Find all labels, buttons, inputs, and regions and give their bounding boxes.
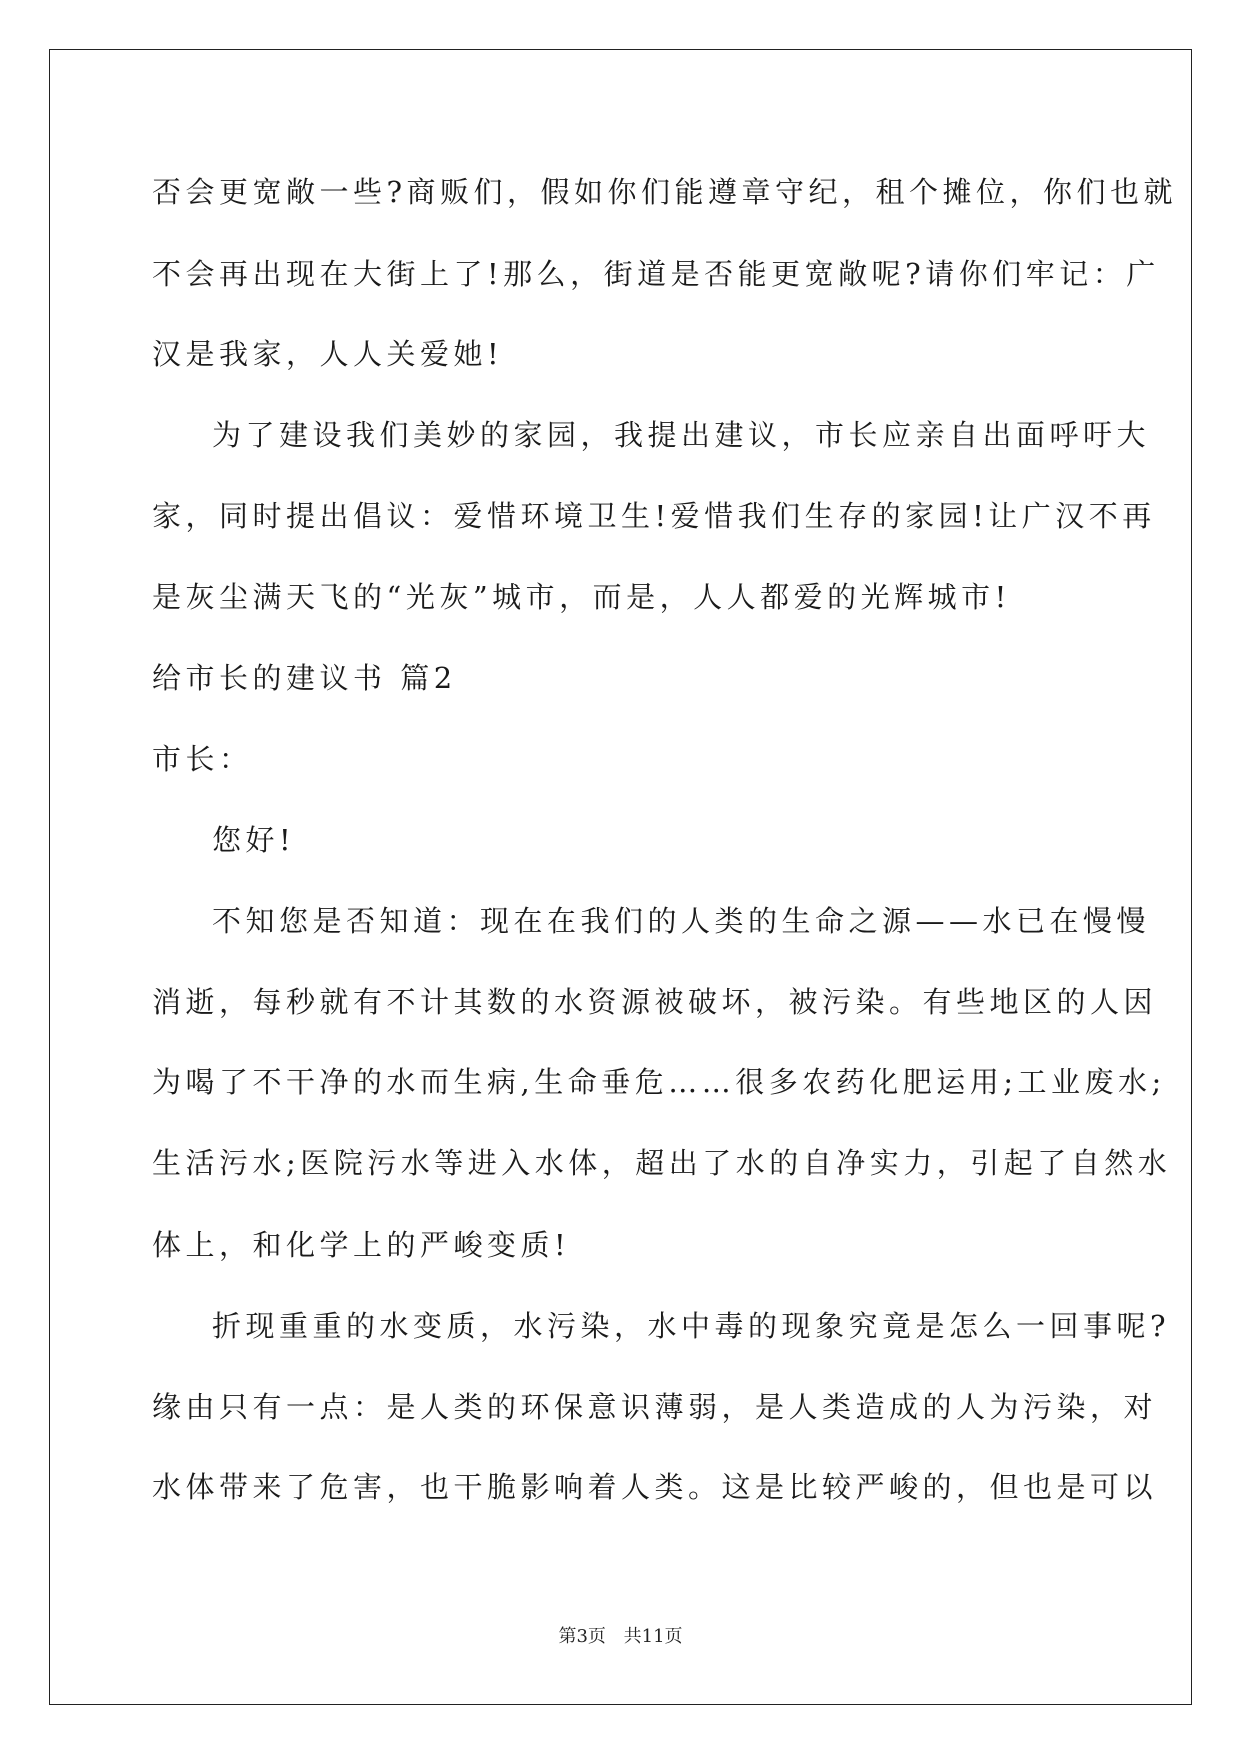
body-line: 家，同时提出倡议：爱惜环境卫生!爱惜我们生存的家园!让广汉不再 [152,499,1156,533]
body-line: 水体带来了危害，也干脆影响着人类。这是比较严峻的，但也是可以 [152,1470,1158,1504]
page-border [49,49,1192,1705]
body-line: 缘由只有一点：是人类的环保意识薄弱，是人类造成的人为污染，对 [152,1390,1158,1424]
body-line: 为了建设我们美妙的家园，我提出建议，市长应亲自出面呼吁大 [212,418,1151,452]
page-number: 第3页 [558,1626,606,1647]
body-line: 不会再出现在大街上了!那么，街道是否能更宽敞呢?请你们牢记：广 [152,257,1160,291]
salutation: 市长： [152,742,253,776]
body-line: 为喝了不干净的水而生病,生命垂危……很多农药化肥运用;工业废水; [152,1065,1166,1099]
section-heading: 给市长的建议书 篇2 [152,661,457,695]
body-line: 汉是我家，人人关爱她! [152,337,504,371]
body-line: 体上，和化学上的严峻变质! [152,1228,571,1262]
body-line: 生活污水;医院污水等进入水体，超出了水的自净实力，引起了自然水 [152,1146,1172,1180]
page-footer [0,1625,1241,1649]
body-line: 不知您是否知道：现在在我们的人类的生命之源——水已在慢慢 [212,904,1151,938]
body-line: 是灰尘满天飞的“光灰”城市，而是，人人都爱的光辉城市! [152,580,1011,614]
body-line: 否会更宽敞一些?商贩们，假如你们能遵章守纪，租个摊位，你们也就 [152,175,1178,209]
body-line: 消逝，每秒就有不计其数的水资源被破坏，被污染。有些地区的人因 [152,985,1158,1019]
greeting: 您好! [212,823,296,857]
body-line: 折现重重的水变质，水污染，水中毒的现象究竟是怎么一回事呢? [212,1309,1171,1343]
page-total: 共11页 [623,1626,683,1647]
